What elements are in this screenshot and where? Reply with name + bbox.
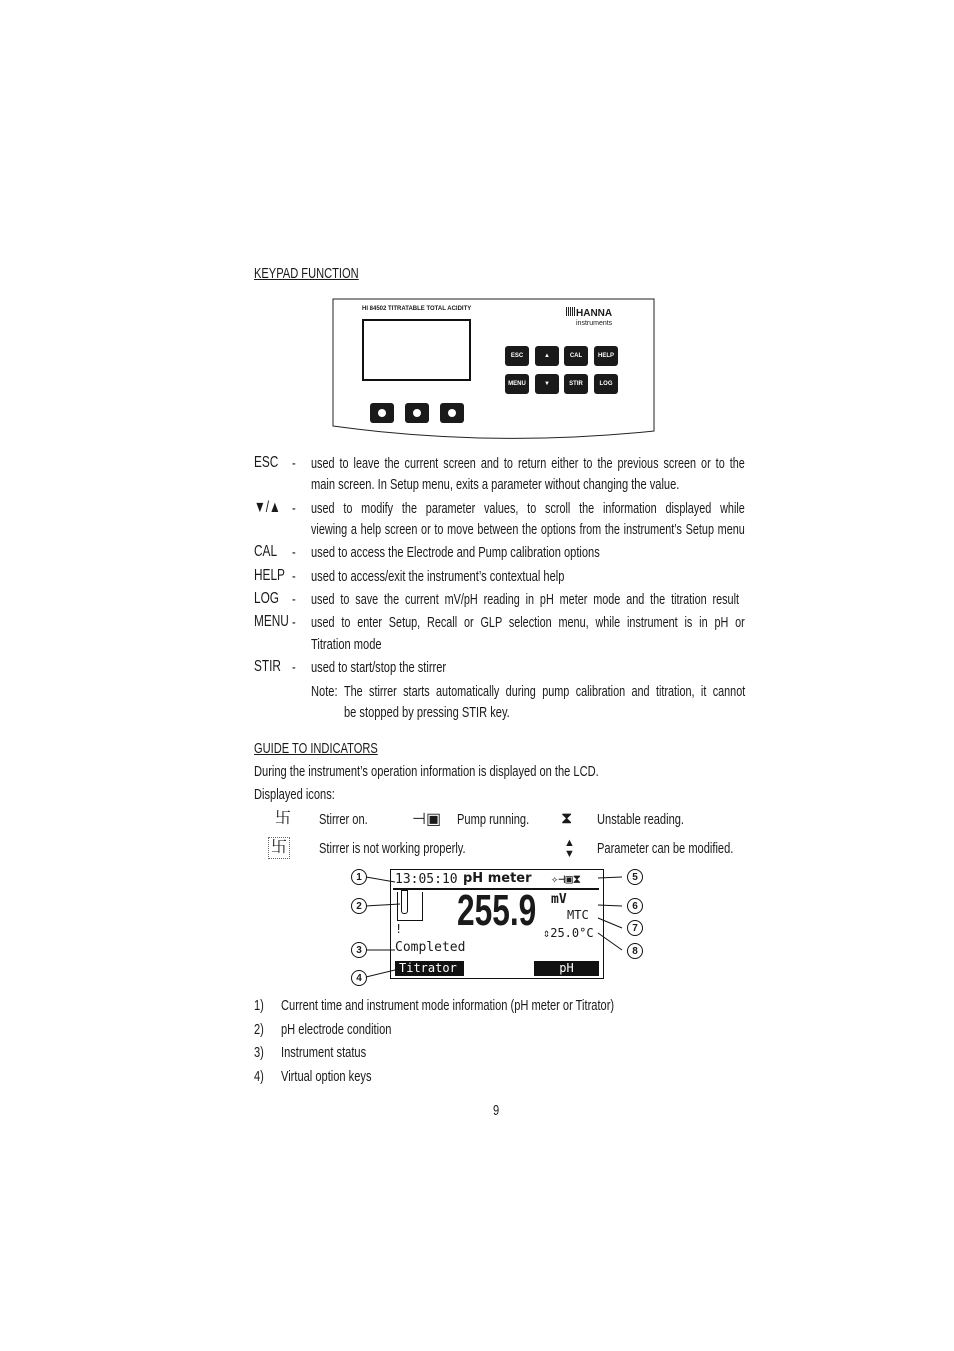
virtual-key-2[interactable] [405, 403, 429, 423]
separator: - [292, 544, 296, 561]
page-number: 9 [493, 1102, 500, 1119]
callout-6: 6 [627, 898, 643, 914]
legend-text: Instrument status [281, 1044, 367, 1061]
key-label-esc: ESC [254, 454, 279, 471]
callout-2: 2 [351, 898, 367, 914]
callout-3: 3 [351, 942, 367, 958]
help-key[interactable]: HELP [594, 346, 618, 366]
legend-num: 1) [254, 997, 264, 1014]
note-text: The stirrer starts automatically during pump calibration and titration, it cannot [344, 683, 746, 700]
key-label-stir: STIR [254, 658, 281, 675]
arrows-desc: used to modify the parameter values, to scroll the information displayed while [311, 500, 745, 517]
callout-lines [340, 862, 650, 990]
stir-key[interactable]: STIR [564, 374, 588, 394]
legend-num: 2) [254, 1021, 264, 1038]
device-model: HI 84502 TITRATABLE TOTAL ACIDITY [362, 306, 472, 312]
lcd-warning: ! [395, 922, 403, 936]
modifiable-text: Parameter can be modified. [597, 840, 734, 857]
lcd-temp: ⇕25.0°C [543, 926, 594, 940]
lcd-status: Completed [395, 940, 466, 955]
legend-num: 4) [254, 1068, 264, 1085]
indicators-intro: During the instrument’s operation information is displayed on the LCD. [254, 763, 599, 780]
keypad-heading: KEYPAD FUNCTION [254, 265, 359, 282]
log-key[interactable]: LOG [594, 374, 618, 394]
separator: - [292, 455, 296, 472]
esc-desc: used to leave the current screen and to return either to the previous screen or to the [311, 455, 745, 472]
note-label: Note: [311, 683, 338, 700]
up-down-icon: ▲ ▼ [564, 837, 575, 860]
lcd-time: 13:05:10 [395, 872, 458, 887]
menu-desc-2: Titration mode [311, 636, 382, 653]
separator: - [292, 659, 296, 676]
softkey-ph[interactable]: pH [534, 961, 599, 976]
callout-8: 8 [627, 943, 643, 959]
help-desc: used to access/exit the instrument’s contextual help [311, 568, 565, 585]
stirrer-icon: 卐 [275, 810, 292, 827]
virtual-key-1[interactable] [370, 403, 394, 423]
hourglass-icon: ⧗ [561, 810, 573, 827]
hanna-logo: HANNA instruments [566, 307, 626, 328]
separator: - [292, 591, 296, 608]
key-label-help: HELP [254, 567, 285, 584]
legend-text: pH electrode condition [281, 1021, 392, 1038]
lcd-unit: mV [551, 892, 567, 907]
callout-7: 7 [627, 920, 643, 936]
separator: - [292, 568, 296, 585]
callout-4: 4 [351, 970, 367, 986]
esc-key[interactable]: ESC [505, 346, 529, 366]
lcd-temp-value: 25.0°C [550, 926, 594, 940]
callout-5: 5 [627, 869, 643, 885]
lcd-window [363, 320, 470, 380]
esc-desc-2: main screen. In Setup menu, exits a parameter without changing the value. [311, 476, 680, 493]
key-label-log: LOG [254, 590, 280, 607]
lcd-mtc: MTC [567, 908, 589, 922]
stirrer-error-text: Stirrer is not working properly. [319, 840, 466, 857]
key-label-cal: CAL [254, 543, 278, 560]
icons-label: Displayed icons: [254, 786, 335, 803]
lcd-mode: pH meter [463, 871, 532, 886]
menu-desc: used to enter Setup, Recall or GLP selection menu, while instrument is in pH or [311, 614, 745, 631]
legend-num: 3) [254, 1044, 264, 1061]
cal-key[interactable]: CAL [564, 346, 588, 366]
arrows-desc-2: viewing a help screen or to move between the options from the instrument’s Setup menu [311, 521, 745, 538]
key-label-arrows: ▼/▲ [254, 499, 281, 516]
menu-key[interactable]: MENU [505, 374, 529, 394]
note-text-2: be stopped by pressing STIR key. [344, 704, 510, 721]
virtual-key-3[interactable] [440, 403, 464, 423]
lcd-status-icons: ✧⊣▣⧗ [551, 872, 582, 886]
log-desc: used to save the current mV/pH reading in pH meter mode and the titration result [311, 591, 740, 608]
softkey-titrator[interactable]: Titrator [395, 961, 464, 976]
indicators-heading: GUIDE TO INDICATORS [254, 740, 378, 757]
pump-icon: ⊣▣ [412, 811, 442, 828]
cal-desc: used to access the Electrode and Pump calibration options [311, 544, 600, 561]
unstable-text: Unstable reading. [597, 811, 685, 828]
lcd-value: 255.9 [457, 886, 537, 935]
separator: - [292, 614, 296, 631]
stir-desc: used to start/stop the stirrer [311, 659, 447, 676]
down-key[interactable]: ▼ [535, 374, 559, 394]
key-label-menu: MENU [254, 613, 289, 630]
callout-1: 1 [351, 869, 367, 885]
stirrer-on-text: Stirrer on. [319, 811, 368, 828]
stirrer-error-icon: 卐 [271, 839, 288, 856]
up-key[interactable]: ▲ [535, 346, 559, 366]
legend-text: Current time and instrument mode information (pH meter or Titrator) [281, 997, 615, 1014]
pump-running-text: Pump running. [457, 811, 530, 828]
legend-text: Virtual option keys [281, 1068, 372, 1085]
separator: - [292, 500, 296, 517]
